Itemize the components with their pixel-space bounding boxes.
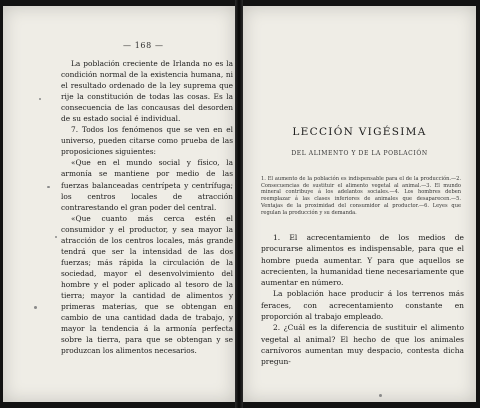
lesson-summary: 1. El aumento de la población es indispensable para el de la producción.—2. Consecuencias de sustituir el alimento vegetal al animal.—3. El mundo mineral contribuye á los adelantos sociales.—4. Los hombres deben reemplazar á las clases inferiores de animales que desaparecen.—5. Ventajas de la proximidad del consumidor al productor.—6. Leyes que regulan la producción y su demanda. xyxy=(261,176,461,216)
paper-speck xyxy=(47,186,50,188)
lesson-subtitle: DEL ALIMENTO Y DE LA POBLACIÓN xyxy=(291,150,428,157)
paper-speck xyxy=(379,394,382,397)
lesson-title: LECCIÓN VIGÉSIMA xyxy=(292,126,427,138)
paragraph: «Que en el mundo social y físico, la armonía se mantiene por medio de las fuerzas balanceadas centrípeta y centrífuga; los centros locales de atracción contrarestando el gran poder del central. xyxy=(61,158,233,212)
page-number: — 168 — xyxy=(123,41,164,50)
paragraph: La población creciente de Irlanda no es la condición normal de la existencia humana, ni el resultado ordenado de la ley suprema que rije la constitución de todas las cosas. Es la consecuencia de las concausas del desorden de su estado social é individual. xyxy=(61,59,233,124)
right-page xyxy=(243,6,476,402)
paper-speck xyxy=(39,98,41,100)
left-page-body xyxy=(61,58,233,356)
paragraph: 7. Todos los fenómenos que se ven en el universo, pueden citarse como prueba de las proposiciones siguientes: xyxy=(61,125,233,157)
paragraph: «Que cuanto más cerca estén el consumidor y el productor, y sea mayor la atracción de los centros locales, más grande tendrá que ser la intensidad de las dos fuerzas; más rápida la circulación de la sociedad, mayor el desenvolvimiento del hombre y el poder aplicado al tesoro de la tierra; mayor la cantidad de alimentos y primeras materias, que se obtengan en cambio de una cantidad dada de trabajo, y mayor la tendencia á la armonía perfecta sobre la tierra, para que se obtengan y se produzcan los alimentos necesarios. xyxy=(61,213,233,356)
right-page-body xyxy=(261,232,464,368)
paper-speck xyxy=(34,306,37,309)
paper-speck xyxy=(55,236,57,238)
paragraph: 1. El acrecentamiento de los medios de procurarse alimentos es indispensable, para que el hombre pueda aumentar. Y para que aquellos se acrecienten, la humanidad tiene necesariamente que aumentar en número. xyxy=(261,233,464,288)
paragraph: 2. ¿Cuál es la diferencia de sustituir el alimento vegetal al animal? El hecho de que los animales carnívoros aumentan muy despacio, contesta dicha pregun- xyxy=(261,323,464,367)
paragraph: La población hace producir á los terrenos más feraces, con acrecentamiento constante en proporción al trabajo empleado. xyxy=(261,289,464,322)
left-page xyxy=(3,6,235,402)
book-gutter xyxy=(235,0,243,408)
